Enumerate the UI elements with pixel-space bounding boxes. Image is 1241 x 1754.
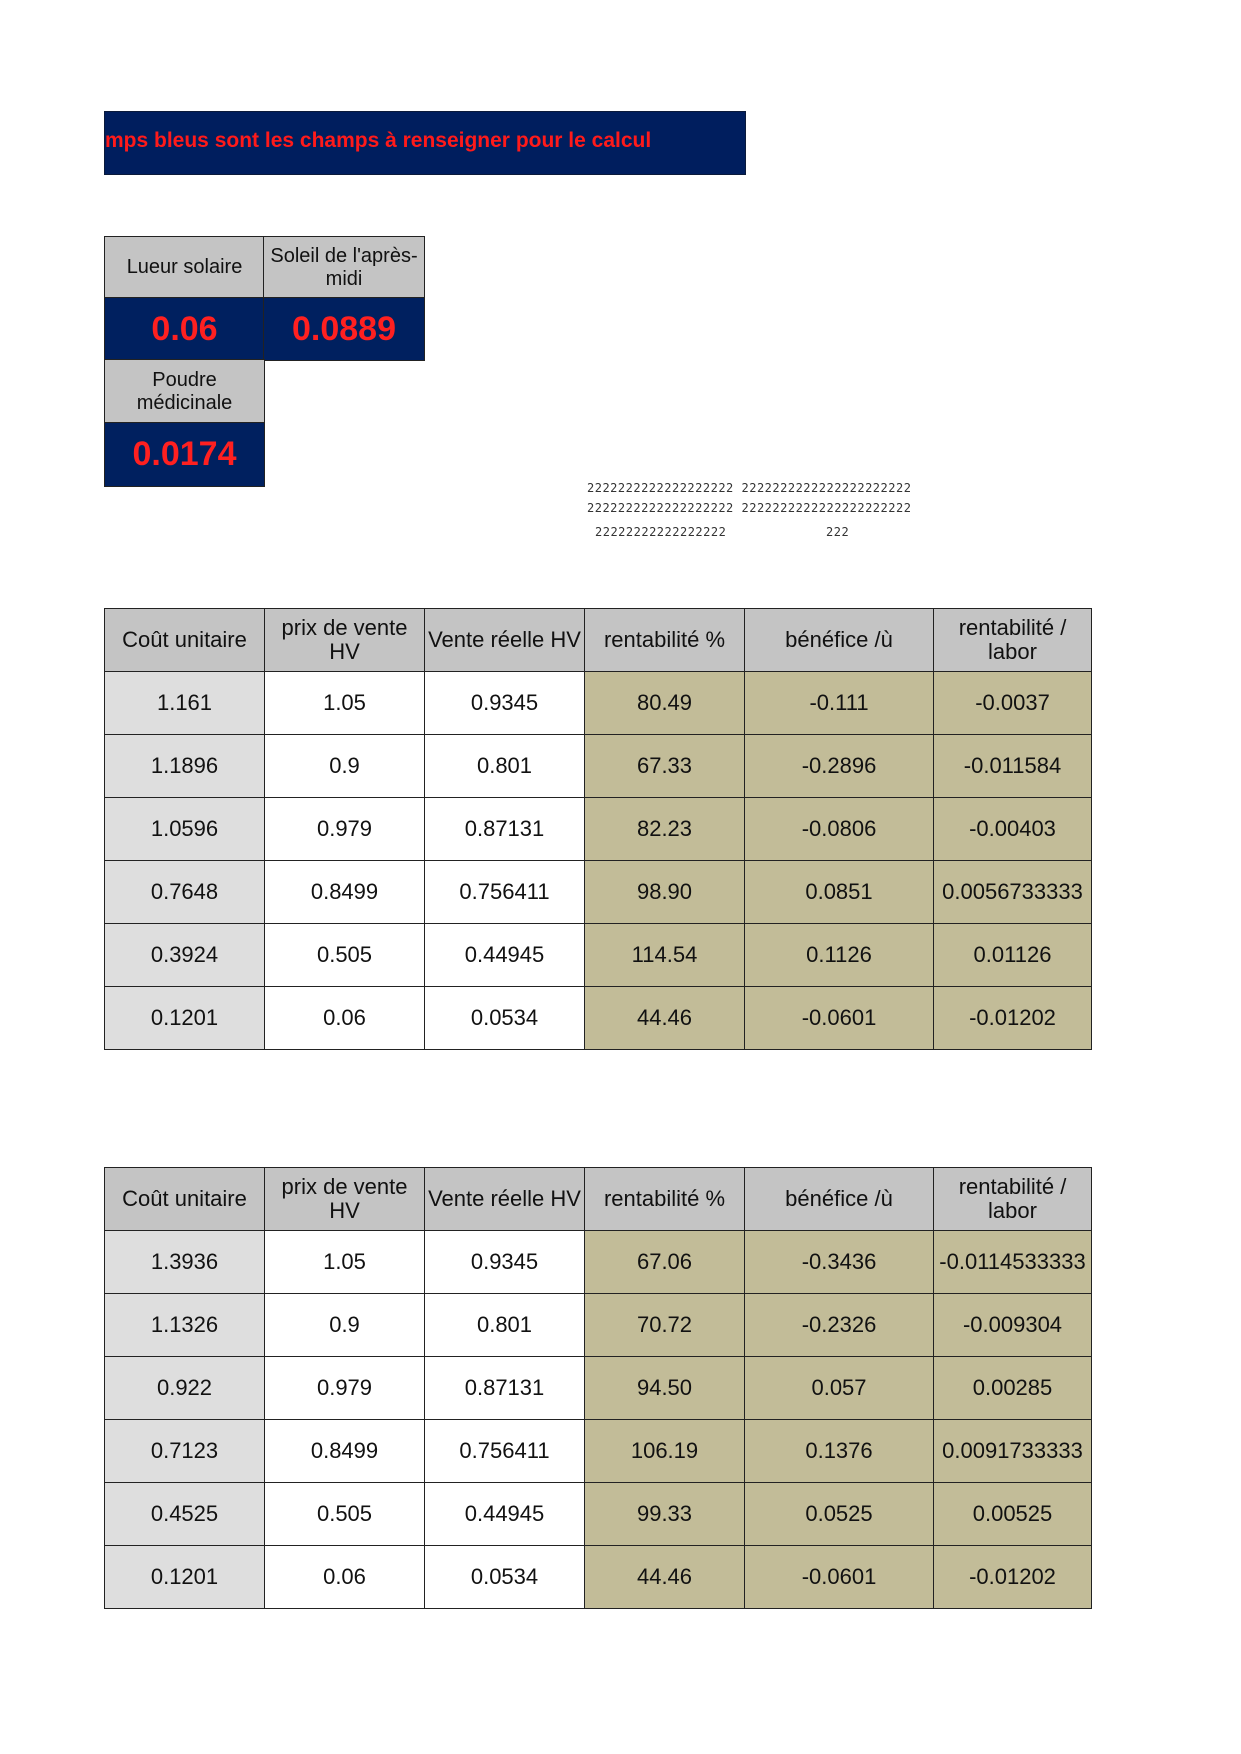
cell-vente-reelle: 0.44945 <box>425 1483 585 1546</box>
cell-prix-de-vente: 0.9 <box>265 735 425 798</box>
cell-prix-de-vente: 0.8499 <box>265 1420 425 1483</box>
overflow-text-line: 2222222222222222222 2222222222222222222222 <box>587 481 912 495</box>
cell-cout-unitaire: 0.3924 <box>105 924 265 987</box>
cell-rentabilite-pct: 82.23 <box>585 798 745 861</box>
cell-benefice: 0.0525 <box>745 1483 934 1546</box>
table-row <box>105 1357 1092 1420</box>
cell-benefice: -0.0601 <box>745 987 934 1050</box>
cell-prix-de-vente: 0.9 <box>265 1294 425 1357</box>
cell-rentabilite-pct: 67.06 <box>585 1231 745 1294</box>
cell-cout-unitaire: 0.4525 <box>105 1483 265 1546</box>
cell-vente-reelle: 0.9345 <box>425 672 585 735</box>
cell-prix-de-vente: 0.06 <box>265 987 425 1050</box>
cell-vente-reelle: 0.0534 <box>425 987 585 1050</box>
cell-benefice: -0.2326 <box>745 1294 934 1357</box>
table-row <box>105 1546 1092 1609</box>
cell-cout-unitaire: 0.7648 <box>105 861 265 924</box>
cell-rentabilite-labor: -0.009304 <box>934 1294 1092 1357</box>
cell-vente-reelle: 0.756411 <box>425 1420 585 1483</box>
cell-benefice: -0.0601 <box>745 1546 934 1609</box>
input-value-soleil-apres-midi[interactable]: 0.0889 <box>263 297 425 361</box>
col-header-rentabilite-pct: rentabilité % <box>585 1168 745 1231</box>
col-header-benefice: bénéfice /ù <box>745 1168 934 1231</box>
cell-vente-reelle: 0.0534 <box>425 1546 585 1609</box>
cell-vente-reelle: 0.801 <box>425 1294 585 1357</box>
cell-rentabilite-labor: -0.00403 <box>934 798 1092 861</box>
col-header-cout-unitaire: Coût unitaire <box>105 1168 265 1231</box>
col-header-vente-reelle: Vente réelle HV <box>425 1168 585 1231</box>
cell-rentabilite-pct: 106.19 <box>585 1420 745 1483</box>
cell-rentabilite-labor: 0.01126 <box>934 924 1092 987</box>
cell-prix-de-vente: 0.979 <box>265 798 425 861</box>
input-label-lueur-solaire: Lueur solaire <box>104 236 265 299</box>
cell-vente-reelle: 0.87131 <box>425 798 585 861</box>
cell-rentabilite-pct: 94.50 <box>585 1357 745 1420</box>
cell-prix-de-vente: 0.06 <box>265 1546 425 1609</box>
input-value-lueur-solaire[interactable]: 0.06 <box>104 297 265 361</box>
cell-rentabilite-pct: 70.72 <box>585 1294 745 1357</box>
col-header-rentabilite-labor: rentabilité / labor <box>934 609 1092 672</box>
cell-rentabilite-pct: 80.49 <box>585 672 745 735</box>
table-row <box>105 1231 1092 1294</box>
table-row <box>105 1294 1092 1357</box>
cell-rentabilite-labor: 0.00525 <box>934 1483 1092 1546</box>
cell-rentabilite-labor: -0.011584 <box>934 735 1092 798</box>
cell-prix-de-vente: 0.505 <box>265 924 425 987</box>
col-header-vente-reelle: Vente réelle HV <box>425 609 585 672</box>
cell-cout-unitaire: 1.0596 <box>105 798 265 861</box>
cell-cout-unitaire: 1.1896 <box>105 735 265 798</box>
cell-benefice: 0.057 <box>745 1357 934 1420</box>
table-row <box>105 798 1092 861</box>
instruction-banner <box>104 111 746 175</box>
cell-rentabilite-pct: 99.33 <box>585 1483 745 1546</box>
cell-rentabilite-labor: -0.0114533333 <box>934 1231 1092 1294</box>
cell-rentabilite-labor: -0.01202 <box>934 1546 1092 1609</box>
input-label-poudre-medicinale: Poudre médicinale <box>104 359 265 424</box>
table-row <box>105 987 1092 1050</box>
cell-benefice: -0.0806 <box>745 798 934 861</box>
cell-rentabilite-pct: 44.46 <box>585 1546 745 1609</box>
profitability-table-2 <box>104 1167 1092 1609</box>
table-row <box>105 1420 1092 1483</box>
cell-benefice: -0.3436 <box>745 1231 934 1294</box>
cell-rentabilite-labor: 0.0091733333 <box>934 1420 1092 1483</box>
cell-vente-reelle: 0.87131 <box>425 1357 585 1420</box>
cell-prix-de-vente: 0.505 <box>265 1483 425 1546</box>
table-header-row <box>105 609 1092 672</box>
table-header-row <box>105 1168 1092 1231</box>
cell-rentabilite-pct: 44.46 <box>585 987 745 1050</box>
cell-cout-unitaire: 1.3936 <box>105 1231 265 1294</box>
table-row <box>105 1483 1092 1546</box>
cell-cout-unitaire: 0.922 <box>105 1357 265 1420</box>
overflow-text-line: 2222222222222222222 2222222222222222222222 <box>587 501 912 515</box>
cell-prix-de-vente: 1.05 <box>265 672 425 735</box>
table-row <box>105 861 1092 924</box>
input-label-soleil-apres-midi: Soleil de l'après-midi <box>263 236 425 299</box>
col-header-cout-unitaire: Coût unitaire <box>105 609 265 672</box>
cell-rentabilite-labor: 0.0056733333 <box>934 861 1092 924</box>
cell-benefice: 0.0851 <box>745 861 934 924</box>
cell-benefice: -0.2896 <box>745 735 934 798</box>
cell-rentabilite-labor: -0.0037 <box>934 672 1092 735</box>
cell-vente-reelle: 0.9345 <box>425 1231 585 1294</box>
profitability-table-1 <box>104 608 1092 1050</box>
cell-cout-unitaire: 1.161 <box>105 672 265 735</box>
cell-benefice: 0.1376 <box>745 1420 934 1483</box>
cell-rentabilite-labor: 0.00285 <box>934 1357 1092 1420</box>
overflow-text-line: 222 <box>826 525 850 539</box>
cell-rentabilite-pct: 114.54 <box>585 924 745 987</box>
col-header-prix-de-vente: prix de vente HV <box>265 1168 425 1231</box>
cell-rentabilite-pct: 98.90 <box>585 861 745 924</box>
cell-cout-unitaire: 0.1201 <box>105 1546 265 1609</box>
cell-benefice: 0.1126 <box>745 924 934 987</box>
cell-cout-unitaire: 1.1326 <box>105 1294 265 1357</box>
cell-cout-unitaire: 0.7123 <box>105 1420 265 1483</box>
cell-rentabilite-labor: -0.01202 <box>934 987 1092 1050</box>
cell-vente-reelle: 0.44945 <box>425 924 585 987</box>
table-row <box>105 735 1092 798</box>
table-row <box>105 924 1092 987</box>
cell-prix-de-vente: 0.8499 <box>265 861 425 924</box>
col-header-rentabilite-labor: rentabilité / labor <box>934 1168 1092 1231</box>
cell-cout-unitaire: 0.1201 <box>105 987 265 1050</box>
overflow-text-line: 22222222222222222 <box>595 525 727 539</box>
cell-rentabilite-pct: 67.33 <box>585 735 745 798</box>
cell-vente-reelle: 0.756411 <box>425 861 585 924</box>
col-header-prix-de-vente: prix de vente HV <box>265 609 425 672</box>
col-header-rentabilite-pct: rentabilité % <box>585 609 745 672</box>
table-row <box>105 672 1092 735</box>
cell-benefice: -0.111 <box>745 672 934 735</box>
col-header-benefice: bénéfice /ù <box>745 609 934 672</box>
cell-vente-reelle: 0.801 <box>425 735 585 798</box>
input-value-poudre-medicinale[interactable]: 0.0174 <box>104 422 265 487</box>
cell-prix-de-vente: 1.05 <box>265 1231 425 1294</box>
instruction-text: mps bleus sont les champs à renseigner pour le calcul <box>105 129 652 152</box>
cell-prix-de-vente: 0.979 <box>265 1357 425 1420</box>
